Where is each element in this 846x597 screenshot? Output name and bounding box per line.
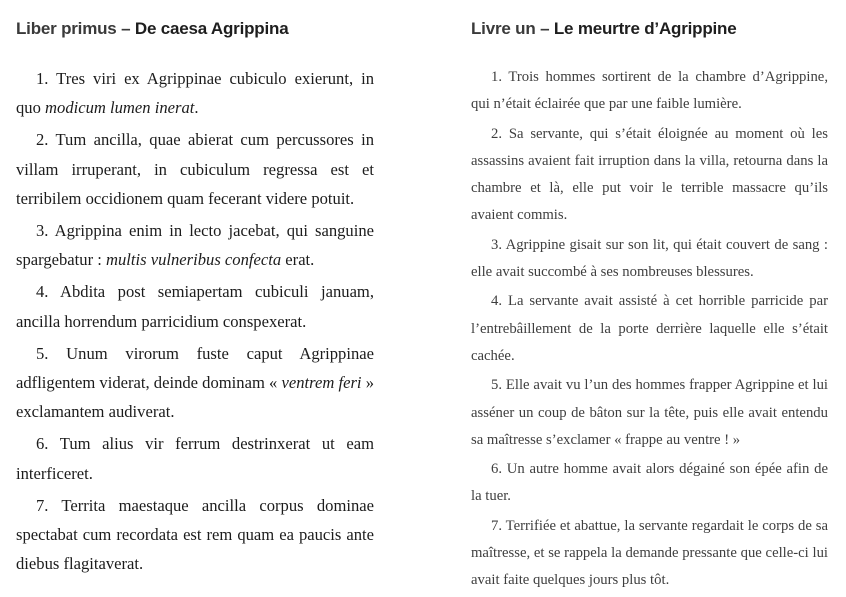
latin-paragraph-3-text: 3. Agrippina enim in lecto jacebat, qui sanguine spargebatur : [16, 221, 374, 270]
latin-paragraph-2 [16, 125, 374, 213]
latin-heading-title: De caesa Agrippina [134, 19, 289, 38]
latin-paragraph-7 [16, 491, 374, 579]
french-paragraph-5: 5. Elle avait vu l’un des hommes frapper Agrippine et lui asséner un coup de bâton sur la tête, puis elle avait entendu sa maîtresse s’exclamer « frappe au ventre ! » [471, 377, 828, 448]
latin-paragraph-1-end: . [194, 98, 199, 118]
french-paragraph-3: 3. Agrippine gisait sur son lit, qui était couvert de sang : elle avait succombé à ses nombreuses blessures. [471, 236, 828, 281]
latin-paragraph-3-end: erat. [281, 250, 315, 270]
latin-paragraph-5-end: » exclamantem audiverat. [16, 373, 375, 422]
french-heading [471, 19, 736, 39]
latin-heading-label: Liber primus [16, 19, 117, 38]
latin-paragraph-6-text: 6. Tum alius vir ferrum destrinxerat ut eam interficeret. [16, 434, 374, 483]
latin-paragraph-5-text: 5. Unum virorum fuste caput Agrippinae adfligentem viderat, deinde dominam « [16, 343, 374, 393]
latin-text [16, 64, 374, 581]
latin-paragraph-3-italic: multis vulneribus confecta [106, 250, 282, 270]
latin-paragraph-3 [16, 216, 374, 274]
latin-heading [16, 19, 288, 39]
french-paragraph-1: 1. Trois hommes sortirent de la chambre d’Agrippine, qui n’était éclairée que par une faible lumière. [471, 69, 828, 113]
french-paragraph-2: 2. Sa servante, qui s’était éloignée au moment où les assassins avaient fait irruption dans la villa, retourna dans la chambre et là, elle put voir le terrible massacre qu’ils avaient commis. [471, 125, 828, 224]
french-paragraph-4: 4. La servante avait assisté à cet horrible parricide par l’entrebâillement de la porte derrière laquelle elle s’était cachée. [471, 293, 828, 364]
latin-paragraph-5-italic: ventrem feri [281, 373, 362, 393]
french-text [471, 64, 828, 597]
french-heading-label: Livre un [471, 19, 536, 38]
latin-paragraph-4 [16, 277, 374, 335]
french-paragraph-7: 7. Terrifiée et abattue, la servante regardait le corps de sa maîtresse, et se rappela la demande pressante que celle-ci lui avait faite quelques jours plus tôt. [471, 517, 828, 589]
latin-heading-dash: – [121, 19, 131, 38]
latin-paragraph-6 [16, 429, 374, 487]
french-heading-title: Le meurtre d’Agrippine [553, 19, 737, 38]
latin-paragraph-2-text: 2. Tum ancilla, quae abierat cum percussores in villam irruperant, in cubiculum regressa est et terribilem occidionem quam fecerant videre potuit. [16, 130, 374, 208]
latin-paragraph-1 [16, 64, 374, 122]
french-paragraph-6: 6. Un autre homme avait alors dégainé son épée afin de la tuer. [471, 461, 828, 505]
latin-paragraph-4-text: 4. Abdita post semiapertam cubiculi januam, ancilla horrendum parricidium conspexerat. [16, 282, 374, 331]
french-heading-dash: – [540, 19, 550, 38]
latin-paragraph-1-italic: modicum lumen inerat [45, 98, 195, 118]
latin-paragraph-1-text: 1. Tres viri ex Agrippinae cubiculo exierunt, in quo [16, 69, 374, 118]
latin-paragraph-5 [16, 339, 374, 427]
latin-paragraph-7-text: 7. Territa maestaque ancilla corpus dominae spectabat cum recordata est rem quam ea paucis ante diebus flagitaverat. [16, 495, 374, 574]
